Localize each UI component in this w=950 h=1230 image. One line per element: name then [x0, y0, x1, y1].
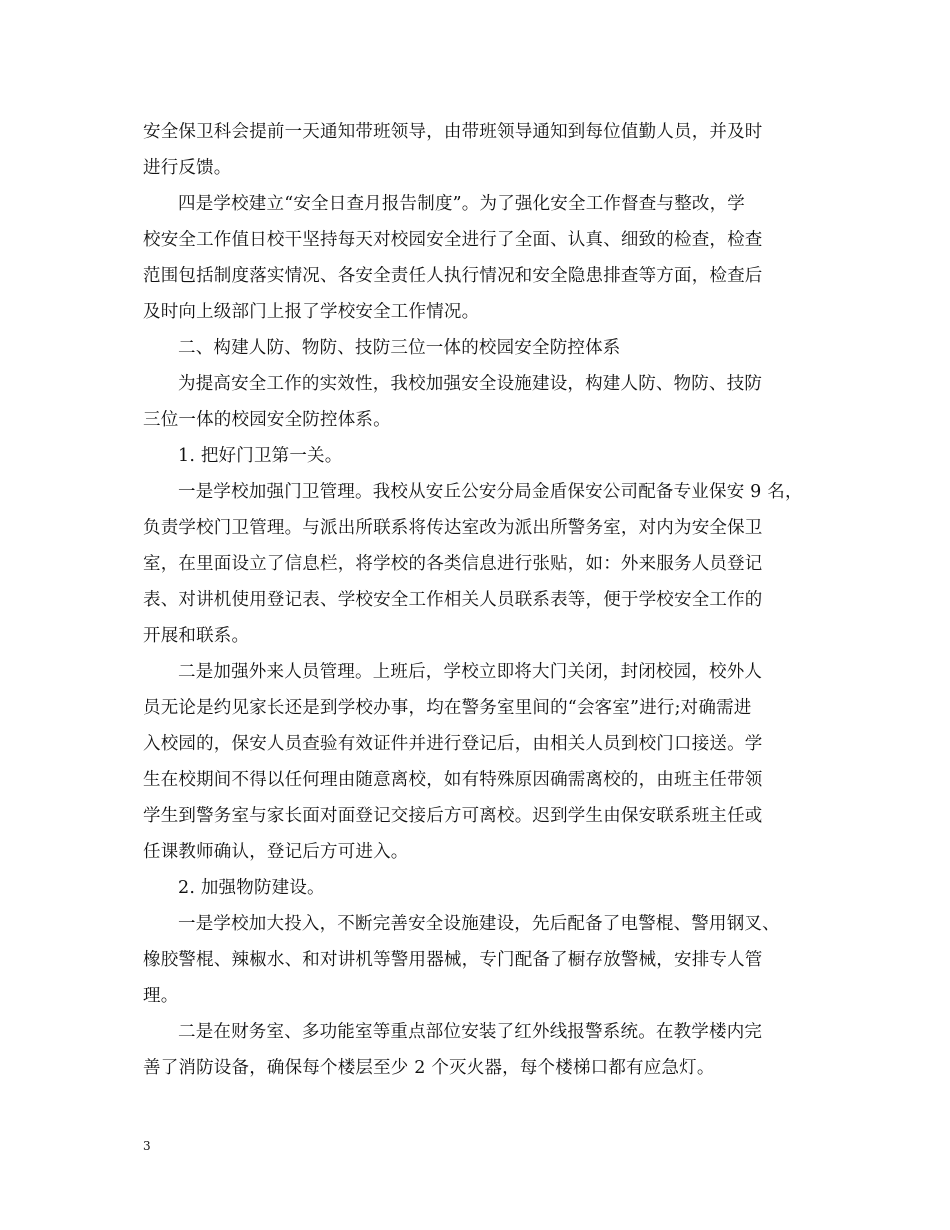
- text-line: 负责学校门卫管理。与派出所联系将传达室改为派出所警务室，对内为安全保卫: [143, 518, 763, 538]
- paragraph-start: 为提高安全工作的实效性，我校加强安全设施建设，构建人防、物防、技防: [178, 374, 763, 394]
- text-line: 入校园的，保安人员查验有效证件并进行登记后，由相关人员到校门口接送。学: [143, 734, 763, 754]
- text-line: 安全保卫科会提前一天通知带班领导，由带班领导通知到每位值勤人员，并及时: [143, 122, 763, 142]
- text-line: 范围包括制度落实情况、各安全责任人执行情况和安全隐患排查等方面，检查后: [143, 266, 763, 286]
- text-line: 善了消防设备，确保每个楼层至少 2 个灭火器，每个楼梯口都有应急灯。: [143, 1058, 715, 1078]
- page-number: 3: [143, 1139, 151, 1153]
- text-line: 表、对讲机使用登记表、学校安全工作相关人员联系表等，便于学校安全工作的: [143, 590, 763, 610]
- text-line: 生在校期间不得以任何理由随意离校，如有特殊原因确需离校的，由班主任带领: [143, 770, 763, 790]
- text-line: 理。: [143, 986, 179, 1006]
- text-line: 室，在里面设立了信息栏，将学校的各类信息进行张贴，如：外来服务人员登记: [143, 554, 763, 574]
- section-heading: 二、构建人防、物防、技防三位一体的校园安全防控体系: [178, 338, 621, 358]
- text-line: 校安全工作值日校干坚持每天对校园安全进行了全面、认真、细致的检查，检查: [143, 230, 763, 250]
- text-line: 橡胶警棍、辣椒水、和对讲机等警用器械，专门配备了橱存放警械，安排专人管: [143, 950, 763, 970]
- text-line: 开展和联系。: [143, 626, 250, 646]
- text-line: 任课教师确认，登记后方可进入。: [143, 842, 409, 862]
- text-line: 学生到警务室与家长面对面登记交接后方可离校。迟到学生由保安联系班主任或: [143, 806, 763, 826]
- paragraph-start: 一是学校加大投入，不断完善安全设施建设，先后配备了电警棍、警用钢叉、: [178, 914, 780, 934]
- text-line: 三位一体的校园安全防控体系。: [143, 410, 391, 430]
- text-line: 进行反馈。: [143, 158, 232, 178]
- text-line: 员无论是约见家长还是到学校办事，均在警务室里间的“会客室”进行;对确需进: [143, 698, 752, 718]
- paragraph-start: 一是学校加强门卫管理。我校从安丘公安分局金盾保安公司配备专业保安 9 名，: [178, 482, 803, 502]
- paragraph-start: 二是加强外来人员管理。上班后，学校立即将大门关闭，封闭校园，校外人: [178, 662, 763, 682]
- subsection-heading: 1. 把好门卫第一关。: [178, 446, 343, 466]
- paragraph-start: 二是在财务室、多功能室等重点部位安装了红外线报警系统。在教学楼内完: [178, 1022, 763, 1042]
- text-line: 及时向上级部门上报了学校安全工作情况。: [143, 302, 480, 322]
- paragraph-start: 四是学校建立“安全日查月报告制度”。为了强化安全工作督查与整改，学: [178, 194, 745, 214]
- subsection-heading: 2. 加强物防建设。: [178, 878, 325, 898]
